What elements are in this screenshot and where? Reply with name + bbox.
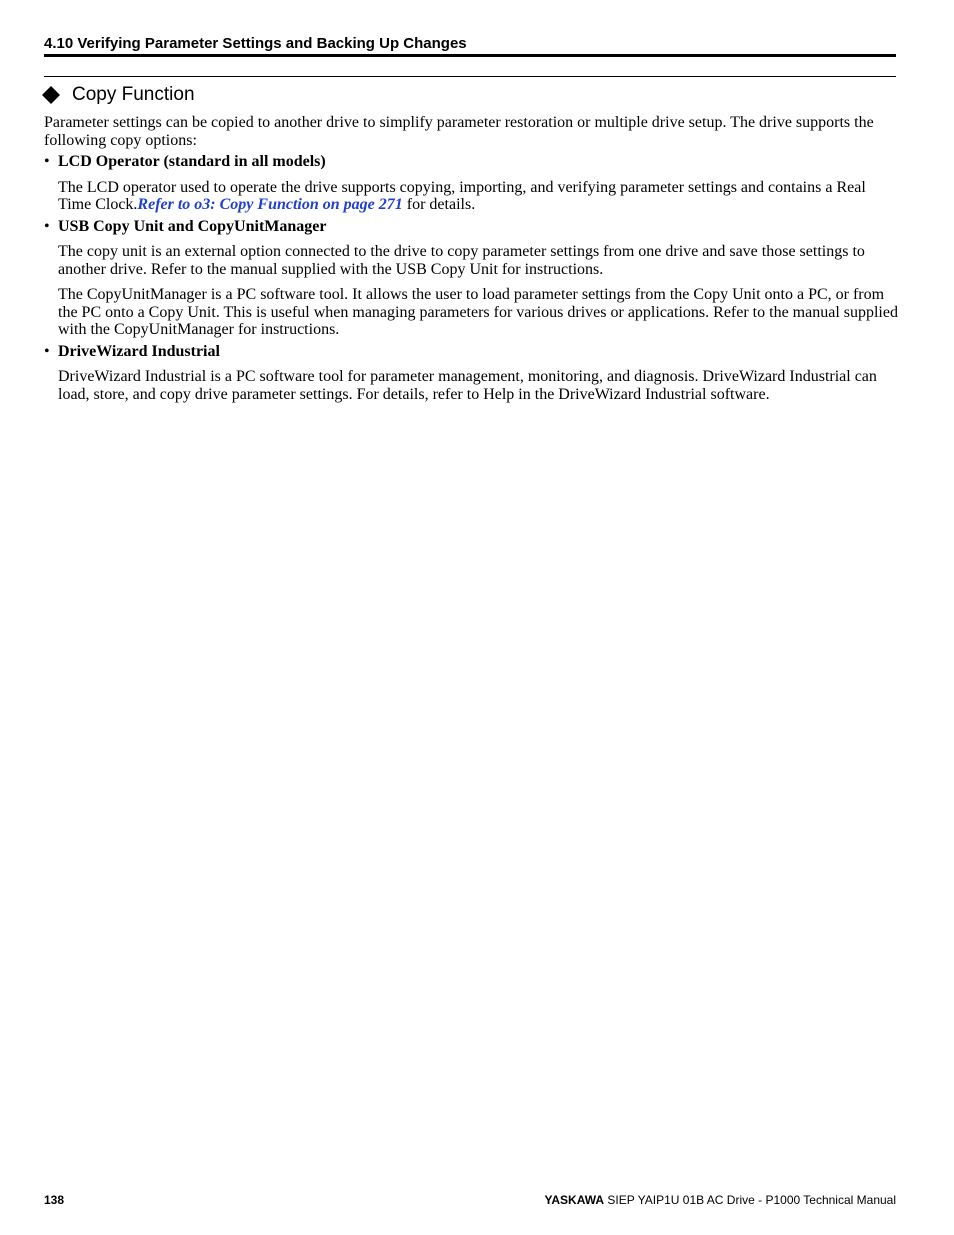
bullet-item-lcd-operator	[44, 153, 902, 171]
manual-title-text: SIEP YAIP1U 01B AC Drive - P1000 Technical Manual	[604, 1193, 896, 1207]
copy-unit-manager-paragraph: The CopyUnitManager is a PC software tool. It allows the user to load parameter settings from the Copy Unit onto a PC, or from the PC onto a Copy Unit. This is useful when managing parameters for various drives or applications. Refer to the manual supplied with the CopyUnitManager for instructions.	[58, 286, 898, 338]
lcd-operator-paragraph	[58, 179, 902, 214]
lcd-operator-text: The LCD operator used to operate the drive supports copying, importing, and verifying parameter settings and contains a Real Time Clock.	[58, 178, 866, 213]
bullet-title: USB Copy Unit and CopyUnitManager	[58, 217, 327, 235]
page-footer	[44, 1193, 896, 1207]
bullet-title: LCD Operator (standard in all models)	[58, 153, 326, 170]
running-header: 4.10 Verifying Parameter Settings and Backing Up Changes	[44, 35, 467, 52]
bullet-item-drivewizard	[44, 343, 902, 361]
cross-reference-link[interactable]: Refer to o3: Copy Function on page 271	[137, 196, 403, 213]
bullet-marker: •	[44, 153, 50, 170]
bullet-item-usb-copy-unit	[44, 218, 902, 236]
body-content	[44, 114, 902, 403]
bullet-marker: •	[44, 217, 50, 235]
bullet-title: DriveWizard Industrial	[58, 342, 220, 360]
lcd-operator-tail: for details.	[402, 196, 476, 213]
header-rule-thin	[44, 76, 896, 77]
intro-paragraph: Parameter settings can be copied to another drive to simplify parameter restoration or multiple drive setup. The drive supports the following copy options:	[44, 114, 874, 149]
page-number: 138	[44, 1193, 65, 1207]
brand-name: YASKAWA	[544, 1193, 605, 1207]
diamond-icon	[42, 86, 60, 104]
header-rule-thick	[44, 54, 896, 57]
manual-title	[544, 1193, 896, 1207]
drivewizard-paragraph: DriveWizard Industrial is a PC software tool for parameter management, monitoring, and diagnosis. DriveWizard Industrial can load, store, and copy drive parameter settings. For details, refer to Help in the DriveWizard Industrial software.	[58, 368, 877, 403]
usb-copy-unit-paragraph: The copy unit is an external option connected to the drive to copy parameter settings from one drive and save those settings to another drive. Refer to the manual supplied with the USB Copy Unit for instructions.	[58, 243, 865, 278]
section-heading	[42, 83, 195, 107]
section-title: Copy Function	[72, 84, 195, 105]
bullet-marker: •	[44, 342, 50, 360]
